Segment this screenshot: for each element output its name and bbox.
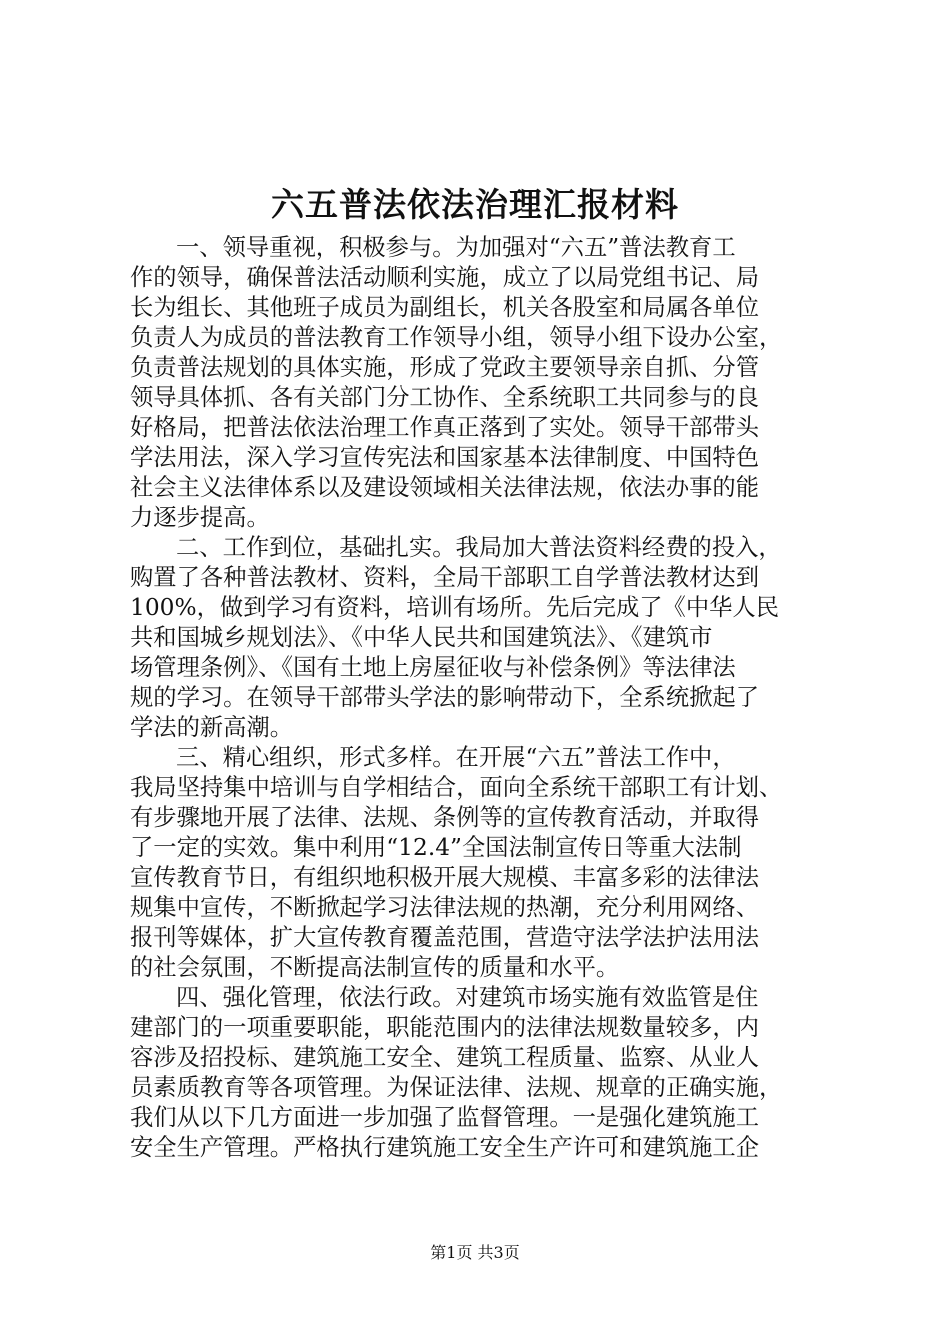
text-line: 报刊等媒体，扩大宣传教育覆盖范围，营造守法学法护法用法	[130, 924, 760, 951]
text-line: 有步骤地开展了法律、法规、条例等的宣传教育活动，并取得	[130, 804, 760, 831]
text-line: 负责普法规划的具体实施，形成了党政主要领导亲自抓、分管	[130, 354, 760, 381]
text-line: 共和国城乡规划法》、《中华人民共和国建筑法》、《建筑市	[130, 624, 713, 651]
text-line: 长为组长、其他班子成员为副组长，机关各股室和局属各单位	[130, 294, 760, 321]
text-line: 学法用法，深入学习宣传宪法和国家基本法律制度、中国特色	[130, 444, 760, 471]
text-line: 容涉及招投标、建筑施工安全、建筑工程质量、监察、从业人	[130, 1044, 760, 1071]
document-title: 六五普法依法治理汇报材料	[271, 185, 679, 224]
text-line: 的社会氛围，不断提高法制宣传的质量和水平。	[130, 954, 620, 981]
text-line: 我局坚持集中培训与自学相结合，面向全系统干部职工有计划、	[130, 774, 783, 801]
document-body	[130, 233, 830, 1163]
text-line: 安全生产管理。严格执行建筑施工安全生产许可和建筑施工企	[130, 1134, 760, 1161]
text-line: 员素质教育等各项管理。为保证法律、法规、规章的正确实施，	[130, 1074, 783, 1101]
text-line: 宣传教育节日，有组织地积极开展大规模、丰富多彩的法律法	[130, 864, 760, 891]
paragraph-first-line: 二、工作到位，基础扎实。我局加大普法资料经费的投入，	[176, 534, 782, 561]
text-line: 购置了各种普法教材、资料，全局干部职工自学普法教材达到	[130, 564, 760, 591]
paragraph-first-line: 一、领导重视，积极参与。为加强对“六五”普法教育工	[176, 234, 736, 261]
text-line: 好格局，把普法依法治理工作真正落到了实处。领导干部带头	[130, 414, 760, 441]
text-line: 规集中宣传，不断掀起学习法律法规的热潮，充分利用网络、	[130, 894, 760, 921]
paragraph-first-line: 三、精心组织，形式多样。在开展“六五”普法工作中，	[176, 744, 736, 771]
page-number-footer: 第1页 共3页	[430, 1243, 520, 1262]
text-line: 建部门的一项重要职能，职能范围内的法律法规数量较多，内	[130, 1014, 760, 1041]
text-line: 场管理条例》、《国有土地上房屋征收与补偿条例》等法律法	[130, 654, 736, 681]
text-line: 社会主义法律体系以及建设领域相关法律法规，依法办事的能	[130, 474, 760, 501]
text-line: 规的学习。在领导干部带头学法的影响带动下，全系统掀起了	[130, 684, 760, 711]
paragraph-first-line: 四、强化管理，依法行政。对建筑市场实施有效监管是住	[176, 984, 759, 1011]
text-line: 我们从以下几方面进一步加强了监督管理。一是强化建筑施工	[130, 1104, 760, 1131]
text-line: 作的领导，确保普法活动顺利实施，成立了以局党组书记、局	[130, 264, 760, 291]
text-line: 领导具体抓、各有关部门分工协作、全系统职工共同参与的良	[130, 384, 760, 411]
text-line: 了一定的实效。集中利用“12.4”全国法制宣传日等重大法制	[130, 834, 742, 861]
text-line: 学法的新高潮。	[130, 714, 294, 741]
text-line: 负责人为成员的普法教育工作领导小组，领导小组下设办公室，	[130, 324, 783, 351]
text-line: 力逐步提高。	[130, 504, 270, 531]
text-line: 100%，做到学习有资料，培训有场所。先后完成了《中华人民	[130, 594, 780, 621]
